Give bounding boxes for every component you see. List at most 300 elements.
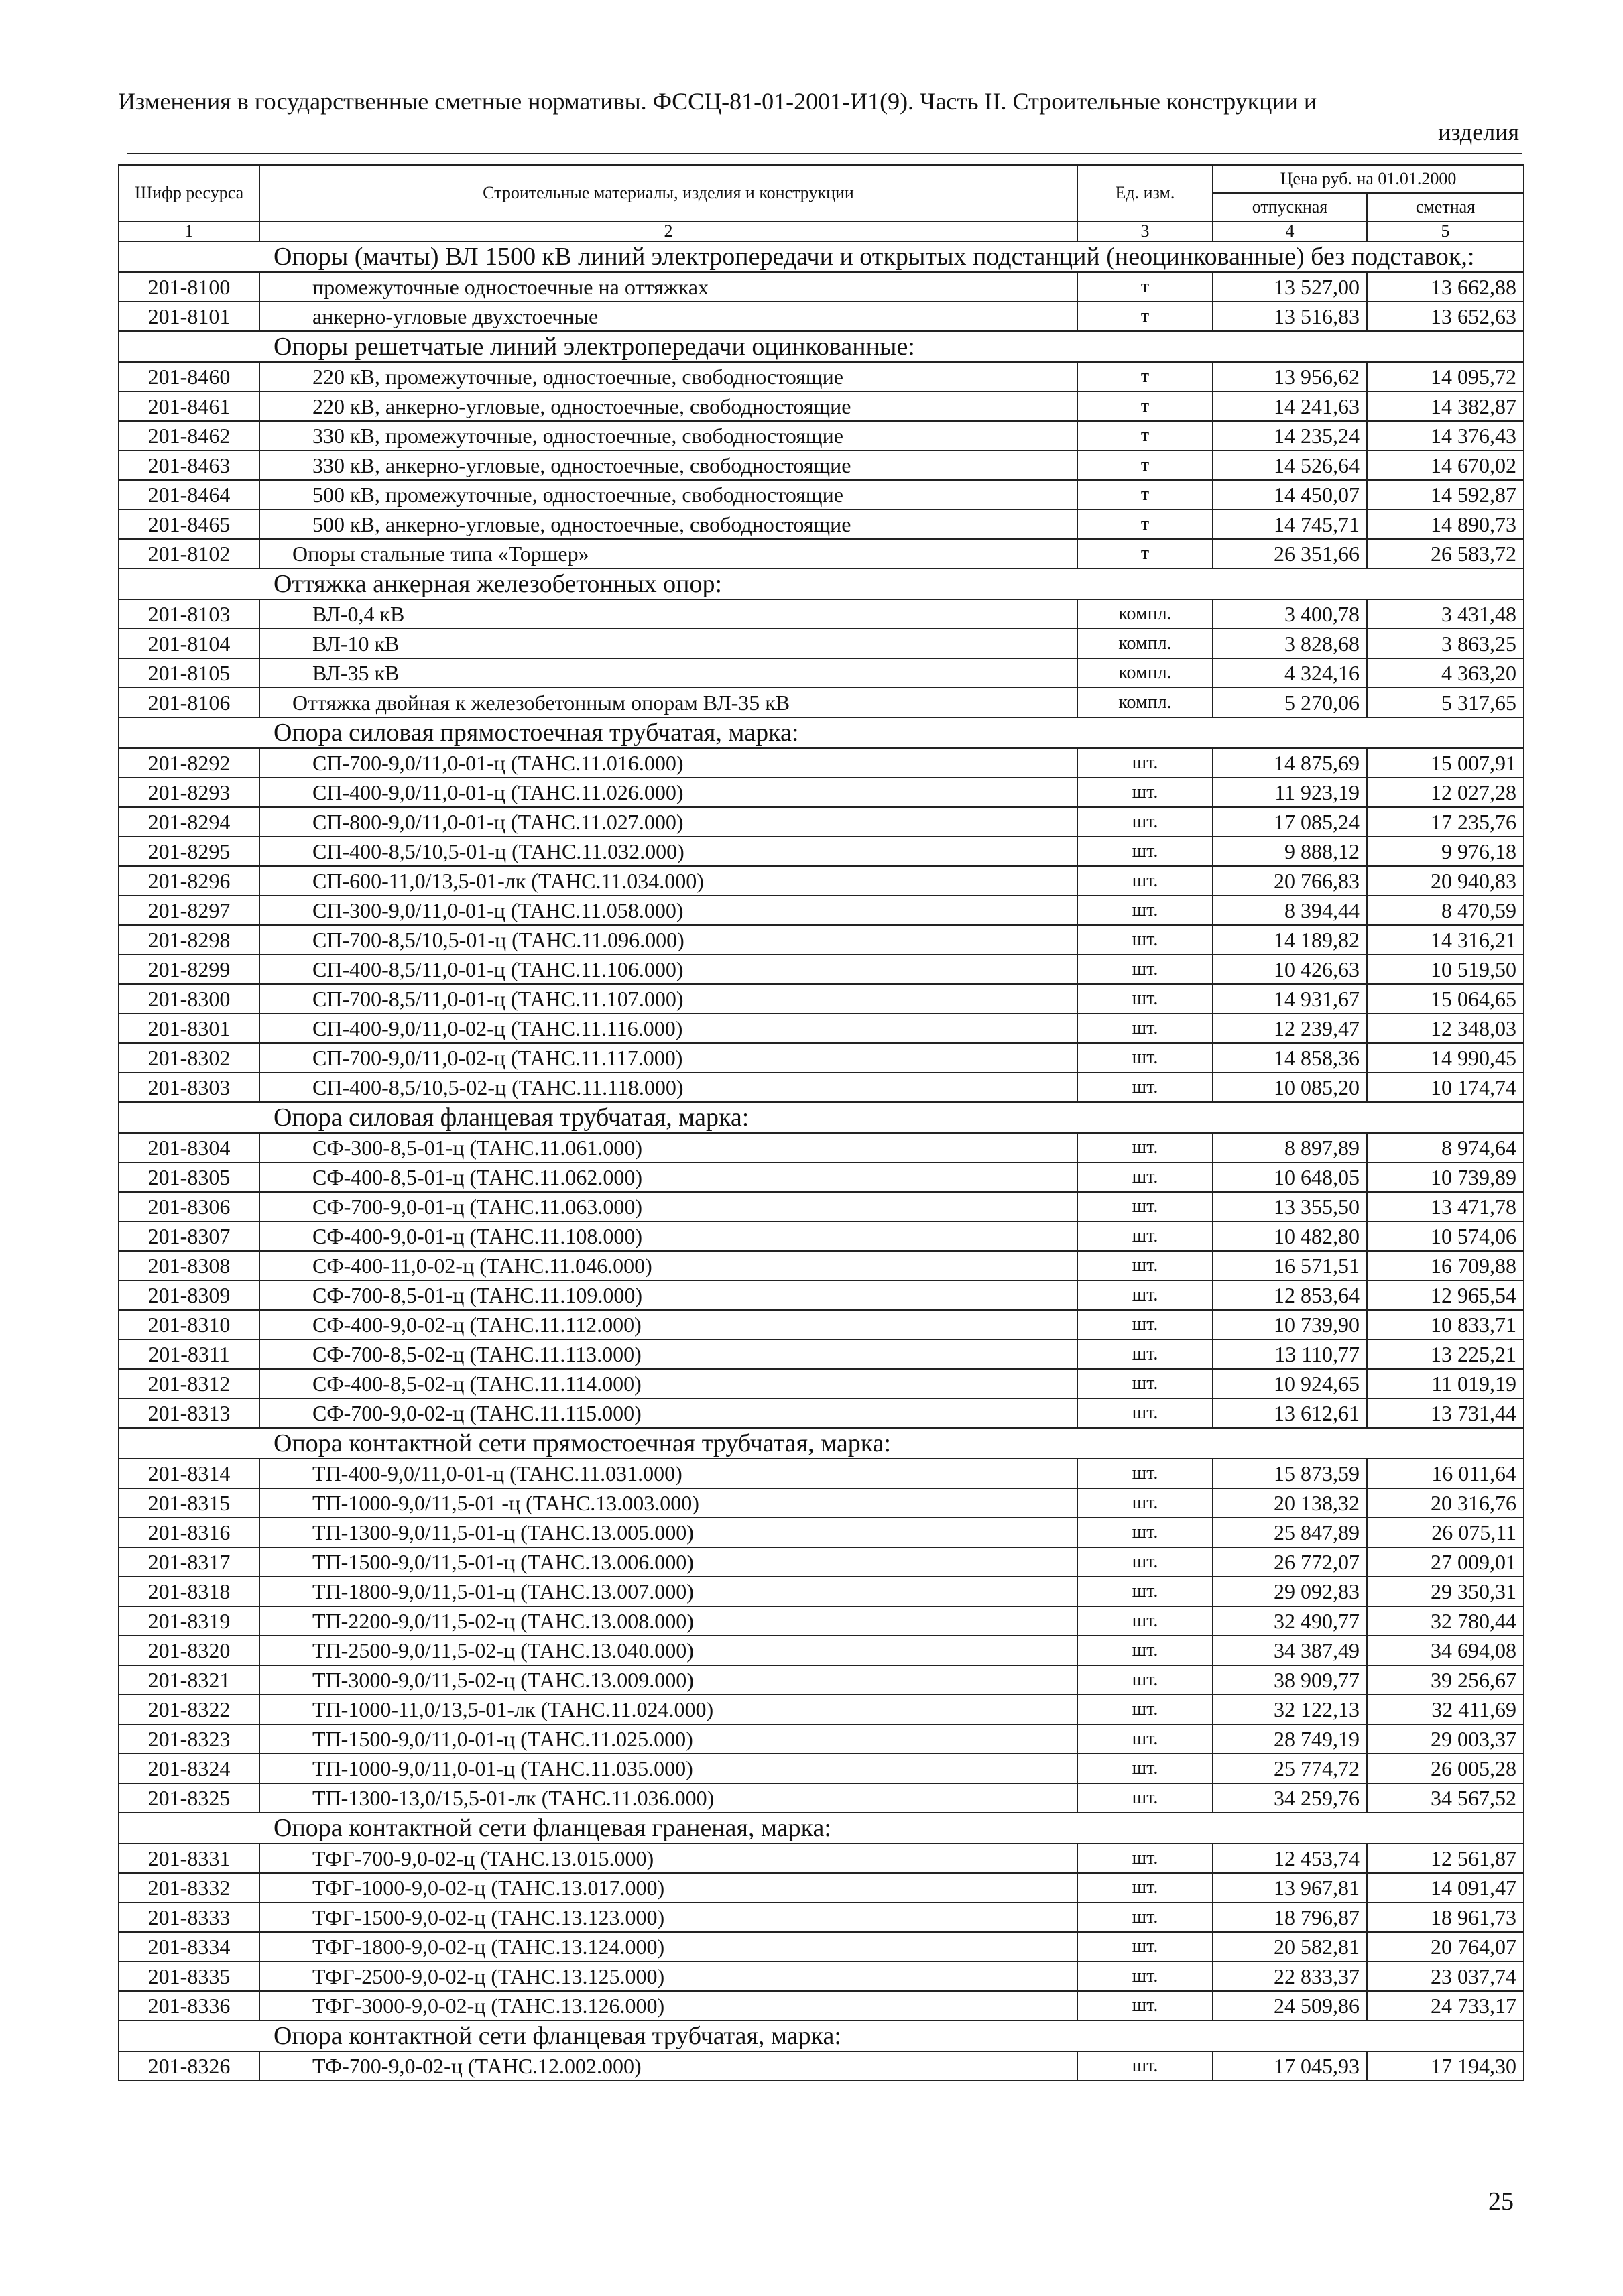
material-name: СФ-400-8,5-01-ц (ТАНС.11.062.000) (259, 1162, 1077, 1192)
resource-code: 201-8465 (119, 509, 259, 539)
table-row (119, 1873, 1524, 1902)
unit-of-measure: шт. (1077, 1606, 1213, 1636)
release-price: 34 259,76 (1213, 1783, 1367, 1813)
material-name: ВЛ-35 кВ (259, 658, 1077, 688)
resource-code: 201-8325 (119, 1783, 259, 1813)
resource-code: 201-8308 (119, 1251, 259, 1280)
resource-code: 201-8292 (119, 748, 259, 778)
resource-code: 201-8103 (119, 599, 259, 629)
resource-code: 201-8294 (119, 807, 259, 837)
release-price: 17 045,93 (1213, 2051, 1367, 2081)
table-header-row (119, 165, 1524, 193)
estimate-price: 10 833,71 (1367, 1310, 1524, 1339)
material-name: ТП-1000-9,0/11,5-01 -ц (ТАНС.13.003.000) (259, 1488, 1077, 1518)
resource-code: 201-8314 (119, 1459, 259, 1488)
material-name: 330 кВ, анкерно-угловые, одностоечные, свободностоящие (259, 450, 1077, 480)
estimate-price: 14 382,87 (1367, 391, 1524, 421)
unit-of-measure: шт. (1077, 837, 1213, 866)
release-price: 14 450,07 (1213, 480, 1367, 509)
table-row (119, 1221, 1524, 1251)
unit-of-measure: шт. (1077, 1459, 1213, 1488)
release-price: 5 270,06 (1213, 688, 1367, 717)
unit-of-measure: шт. (1077, 1695, 1213, 1724)
release-price: 13 516,83 (1213, 302, 1367, 331)
release-price: 14 189,82 (1213, 925, 1367, 955)
section-row (119, 331, 1524, 362)
section-row (119, 2020, 1524, 2051)
table-row (119, 1932, 1524, 1961)
resource-code: 201-8461 (119, 391, 259, 421)
release-price: 14 526,64 (1213, 450, 1367, 480)
table-row (119, 1043, 1524, 1073)
resource-code: 201-8298 (119, 925, 259, 955)
unit-of-measure: т (1077, 480, 1213, 509)
material-name: 500 кВ, промежуточные, одностоечные, свободностоящие (259, 480, 1077, 509)
material-name: ТФГ-1800-9,0-02-ц (ТАНС.13.124.000) (259, 1932, 1077, 1961)
release-price: 14 931,67 (1213, 984, 1367, 1014)
header-rule (127, 153, 1522, 154)
resource-code: 201-8312 (119, 1369, 259, 1398)
material-name: СП-700-9,0/11,0-01-ц (ТАНС.11.016.000) (259, 748, 1077, 778)
estimate-price: 8 974,64 (1367, 1133, 1524, 1162)
unit-of-measure: шт. (1077, 1251, 1213, 1280)
estimate-price: 14 095,72 (1367, 362, 1524, 391)
release-price: 13 612,61 (1213, 1398, 1367, 1428)
estimate-price: 16 011,64 (1367, 1459, 1524, 1488)
table-row (119, 480, 1524, 509)
estimate-price: 14 670,02 (1367, 450, 1524, 480)
table-row (119, 658, 1524, 688)
table-row (119, 539, 1524, 568)
section-title: Опора контактной сети прямостоечная трубчатая, марка: (119, 1428, 1524, 1459)
material-name: 500 кВ, анкерно-угловые, одностоечные, свободностоящие (259, 509, 1077, 539)
unit-of-measure: шт. (1077, 2051, 1213, 2081)
estimate-price: 5 317,65 (1367, 688, 1524, 717)
estimate-price: 17 194,30 (1367, 2051, 1524, 2081)
release-price: 10 426,63 (1213, 955, 1367, 984)
unit-of-measure: шт. (1077, 1844, 1213, 1873)
release-price: 14 858,36 (1213, 1043, 1367, 1073)
resource-code: 201-8105 (119, 658, 259, 688)
table-row (119, 1073, 1524, 1102)
table-row (119, 1783, 1524, 1813)
unit-of-measure: шт. (1077, 1398, 1213, 1428)
material-name: ТП-1300-13,0/15,5-01-лк (ТАНС.11.036.000) (259, 1783, 1077, 1813)
resource-code: 201-8295 (119, 837, 259, 866)
resource-code: 201-8323 (119, 1724, 259, 1754)
release-price: 3 400,78 (1213, 599, 1367, 629)
estimate-price: 26 075,11 (1367, 1518, 1524, 1547)
release-price: 14 241,63 (1213, 391, 1367, 421)
estimate-price: 12 348,03 (1367, 1014, 1524, 1043)
unit-of-measure: шт. (1077, 1902, 1213, 1932)
resource-code: 201-8460 (119, 362, 259, 391)
table-row (119, 1369, 1524, 1398)
estimate-price: 13 225,21 (1367, 1339, 1524, 1369)
release-price: 26 772,07 (1213, 1547, 1367, 1577)
resource-code: 201-8297 (119, 896, 259, 925)
section-row (119, 717, 1524, 748)
resource-code: 201-8305 (119, 1162, 259, 1192)
estimate-price: 10 174,74 (1367, 1073, 1524, 1102)
estimate-price: 11 019,19 (1367, 1369, 1524, 1398)
unit-of-measure: шт. (1077, 1991, 1213, 2020)
unit-of-measure: компл. (1077, 688, 1213, 717)
material-name: ТП-1000-9,0/11,0-01-ц (ТАНС.11.035.000) (259, 1754, 1077, 1783)
estimate-price: 34 567,52 (1367, 1783, 1524, 1813)
release-price: 32 122,13 (1213, 1695, 1367, 1724)
material-name: ТП-400-9,0/11,0-01-ц (ТАНС.11.031.000) (259, 1459, 1077, 1488)
table-row (119, 925, 1524, 955)
table-row (119, 302, 1524, 331)
table-row (119, 1606, 1524, 1636)
column-header-code: Шифр ресурса (119, 165, 259, 221)
release-price: 13 956,62 (1213, 362, 1367, 391)
material-name: 220 кВ, анкерно-угловые, одностоечные, свободностоящие (259, 391, 1077, 421)
price-table (118, 164, 1524, 2081)
resource-code: 201-8311 (119, 1339, 259, 1369)
material-name: ТП-3000-9,0/11,5-02-ц (ТАНС.13.009.000) (259, 1665, 1077, 1695)
material-name: СФ-700-8,5-01-ц (ТАНС.11.109.000) (259, 1280, 1077, 1310)
unit-of-measure: т (1077, 362, 1213, 391)
table-row (119, 509, 1524, 539)
unit-of-measure: шт. (1077, 807, 1213, 837)
release-price: 20 766,83 (1213, 866, 1367, 896)
release-price: 11 923,19 (1213, 778, 1367, 807)
resource-code: 201-8335 (119, 1961, 259, 1991)
unit-of-measure: шт. (1077, 1547, 1213, 1577)
column-header-name: Строительные материалы, изделия и конструкции (259, 165, 1077, 221)
unit-of-measure: шт. (1077, 1280, 1213, 1310)
resource-code: 201-8331 (119, 1844, 259, 1873)
release-price: 10 924,65 (1213, 1369, 1367, 1398)
table-row (119, 1902, 1524, 1932)
document-header (118, 86, 1519, 147)
material-name: ТП-2500-9,0/11,5-02-ц (ТАНС.13.040.000) (259, 1636, 1077, 1665)
unit-of-measure: шт. (1077, 1073, 1213, 1102)
release-price: 10 085,20 (1213, 1073, 1367, 1102)
material-name: СП-800-9,0/11,0-01-ц (ТАНС.11.027.000) (259, 807, 1077, 837)
release-price: 4 324,16 (1213, 658, 1367, 688)
release-price: 17 085,24 (1213, 807, 1367, 837)
table-row (119, 1754, 1524, 1783)
estimate-price: 20 940,83 (1367, 866, 1524, 896)
unit-of-measure: шт. (1077, 896, 1213, 925)
estimate-price: 8 470,59 (1367, 896, 1524, 925)
table-row (119, 1133, 1524, 1162)
estimate-price: 14 091,47 (1367, 1873, 1524, 1902)
section-row (119, 241, 1524, 272)
resource-code: 201-8301 (119, 1014, 259, 1043)
table-row (119, 599, 1524, 629)
material-name: СП-400-9,0/11,0-02-ц (ТАНС.11.116.000) (259, 1014, 1077, 1043)
release-price: 9 888,12 (1213, 837, 1367, 866)
page-number: 25 (1488, 2187, 1514, 2216)
estimate-price: 32 411,69 (1367, 1695, 1524, 1724)
table-row (119, 1251, 1524, 1280)
table-row (119, 984, 1524, 1014)
resource-code: 201-8318 (119, 1577, 259, 1606)
resource-code: 201-8336 (119, 1991, 259, 2020)
table-row (119, 778, 1524, 807)
release-price: 29 092,83 (1213, 1577, 1367, 1606)
estimate-price: 15 064,65 (1367, 984, 1524, 1014)
table-row (119, 1636, 1524, 1665)
release-price: 14 235,24 (1213, 421, 1367, 450)
unit-of-measure: шт. (1077, 1488, 1213, 1518)
material-name: СП-700-8,5/10,5-01-ц (ТАНС.11.096.000) (259, 925, 1077, 955)
section-title: Опоры решетчатые линий электропередачи оцинкованные: (119, 331, 1524, 362)
material-name: СП-700-8,5/11,0-01-ц (ТАНС.11.107.000) (259, 984, 1077, 1014)
resource-code: 201-8310 (119, 1310, 259, 1339)
estimate-price: 29 003,37 (1367, 1724, 1524, 1754)
release-price: 26 351,66 (1213, 539, 1367, 568)
material-name: ТФГ-3000-9,0-02-ц (ТАНС.13.126.000) (259, 1991, 1077, 2020)
material-name: Опоры стальные типа «Торшер» (259, 539, 1077, 568)
unit-of-measure: шт. (1077, 1310, 1213, 1339)
unit-of-measure: шт. (1077, 1961, 1213, 1991)
material-name: Оттяжка двойная к железобетонным опорам ВЛ-35 кВ (259, 688, 1077, 717)
section-title: Опоры (мачты) ВЛ 1500 кВ линий электропередачи и открытых подстанций (неоцинкованные) без подставок,: (119, 241, 1524, 272)
section-title: Опора контактной сети фланцевая трубчатая, марка: (119, 2020, 1524, 2051)
resource-code: 201-8100 (119, 272, 259, 302)
unit-of-measure: шт. (1077, 866, 1213, 896)
resource-code: 201-8316 (119, 1518, 259, 1547)
unit-of-measure: компл. (1077, 599, 1213, 629)
unit-of-measure: т (1077, 302, 1213, 331)
estimate-price: 16 709,88 (1367, 1251, 1524, 1280)
estimate-price: 26 005,28 (1367, 1754, 1524, 1783)
resource-code: 201-8313 (119, 1398, 259, 1428)
unit-of-measure: шт. (1077, 1014, 1213, 1043)
material-name: СП-400-8,5/11,0-01-ц (ТАНС.11.106.000) (259, 955, 1077, 984)
material-name: СП-300-9,0/11,0-01-ц (ТАНС.11.058.000) (259, 896, 1077, 925)
release-price: 12 453,74 (1213, 1844, 1367, 1873)
unit-of-measure: компл. (1077, 658, 1213, 688)
table-row (119, 1991, 1524, 2020)
release-price: 13 967,81 (1213, 1873, 1367, 1902)
release-price: 25 847,89 (1213, 1518, 1367, 1547)
table-row (119, 1310, 1524, 1339)
resource-code: 201-8321 (119, 1665, 259, 1695)
table-row (119, 1844, 1524, 1873)
unit-of-measure: шт. (1077, 1665, 1213, 1695)
resource-code: 201-8304 (119, 1133, 259, 1162)
release-price: 10 482,80 (1213, 1221, 1367, 1251)
estimate-price: 12 027,28 (1367, 778, 1524, 807)
resource-code: 201-8315 (119, 1488, 259, 1518)
material-name: 330 кВ, промежуточные, одностоечные, свободностоящие (259, 421, 1077, 450)
resource-code: 201-8102 (119, 539, 259, 568)
unit-of-measure: шт. (1077, 955, 1213, 984)
unit-of-measure: шт. (1077, 925, 1213, 955)
table-row (119, 1014, 1524, 1043)
column-number-row (119, 221, 1524, 241)
estimate-price: 17 235,76 (1367, 807, 1524, 837)
material-name: СФ-400-9,0-02-ц (ТАНС.11.112.000) (259, 1310, 1077, 1339)
resource-code: 201-8333 (119, 1902, 259, 1932)
unit-of-measure: т (1077, 272, 1213, 302)
table-row (119, 1162, 1524, 1192)
material-name: СП-400-8,5/10,5-02-ц (ТАНС.11.118.000) (259, 1073, 1077, 1102)
unit-of-measure: шт. (1077, 1518, 1213, 1547)
resource-code: 201-8104 (119, 629, 259, 658)
release-price: 12 239,47 (1213, 1014, 1367, 1043)
table-row (119, 1280, 1524, 1310)
release-price: 13 527,00 (1213, 272, 1367, 302)
table-row (119, 837, 1524, 866)
estimate-price: 27 009,01 (1367, 1547, 1524, 1577)
release-price: 38 909,77 (1213, 1665, 1367, 1695)
resource-code: 201-8334 (119, 1932, 259, 1961)
unit-of-measure: шт. (1077, 1724, 1213, 1754)
estimate-price: 14 376,43 (1367, 421, 1524, 450)
unit-of-measure: шт. (1077, 1873, 1213, 1902)
release-price: 32 490,77 (1213, 1606, 1367, 1636)
material-name: СФ-400-9,0-01-ц (ТАНС.11.108.000) (259, 1221, 1077, 1251)
table-row (119, 1665, 1524, 1695)
unit-of-measure: шт. (1077, 1932, 1213, 1961)
resource-code: 201-8101 (119, 302, 259, 331)
resource-code: 201-8306 (119, 1192, 259, 1221)
release-price: 14 875,69 (1213, 748, 1367, 778)
estimate-price: 34 694,08 (1367, 1636, 1524, 1665)
estimate-price: 20 764,07 (1367, 1932, 1524, 1961)
resource-code: 201-8324 (119, 1754, 259, 1783)
column-header-estimate: сметная (1367, 193, 1524, 221)
unit-of-measure: шт. (1077, 1783, 1213, 1813)
unit-of-measure: шт. (1077, 984, 1213, 1014)
estimate-price: 14 316,21 (1367, 925, 1524, 955)
unit-of-measure: шт. (1077, 1636, 1213, 1665)
material-name: ТП-2200-9,0/11,5-02-ц (ТАНС.13.008.000) (259, 1606, 1077, 1636)
material-name: СФ-700-8,5-02-ц (ТАНС.11.113.000) (259, 1339, 1077, 1369)
estimate-price: 3 863,25 (1367, 629, 1524, 658)
estimate-price: 12 561,87 (1367, 1844, 1524, 1873)
estimate-price: 18 961,73 (1367, 1902, 1524, 1932)
release-price: 24 509,86 (1213, 1991, 1367, 2020)
resource-code: 201-8322 (119, 1695, 259, 1724)
unit-of-measure: шт. (1077, 1043, 1213, 1073)
unit-of-measure: компл. (1077, 629, 1213, 658)
unit-of-measure: шт. (1077, 1754, 1213, 1783)
estimate-price: 3 431,48 (1367, 599, 1524, 629)
column-number: 5 (1367, 221, 1524, 241)
release-price: 8 394,44 (1213, 896, 1367, 925)
material-name: ТП-1000-11,0/13,5-01-лк (ТАНС.11.024.000) (259, 1695, 1077, 1724)
release-price: 34 387,49 (1213, 1636, 1367, 1665)
resource-code: 201-8303 (119, 1073, 259, 1102)
table-row (119, 1724, 1524, 1754)
resource-code: 201-8464 (119, 480, 259, 509)
column-number: 3 (1077, 221, 1213, 241)
resource-code: 201-8319 (119, 1606, 259, 1636)
unit-of-measure: шт. (1077, 1133, 1213, 1162)
release-price: 16 571,51 (1213, 1251, 1367, 1280)
column-header-unit: Ед. изм. (1077, 165, 1213, 221)
material-name: ТП-1500-9,0/11,5-01-ц (ТАНС.13.006.000) (259, 1547, 1077, 1577)
section-title: Опора силовая прямостоечная трубчатая, марка: (119, 717, 1524, 748)
release-price: 28 749,19 (1213, 1724, 1367, 1754)
unit-of-measure: шт. (1077, 1339, 1213, 1369)
estimate-price: 26 583,72 (1367, 539, 1524, 568)
section-row (119, 1428, 1524, 1459)
resource-code: 201-8106 (119, 688, 259, 717)
estimate-price: 29 350,31 (1367, 1577, 1524, 1606)
section-row (119, 1102, 1524, 1133)
unit-of-measure: шт. (1077, 748, 1213, 778)
table-row (119, 450, 1524, 480)
estimate-price: 12 965,54 (1367, 1280, 1524, 1310)
estimate-price: 9 976,18 (1367, 837, 1524, 866)
estimate-price: 13 652,63 (1367, 302, 1524, 331)
release-price: 13 355,50 (1213, 1192, 1367, 1221)
table-row (119, 2051, 1524, 2081)
table-row (119, 1192, 1524, 1221)
material-name: ТП-1300-9,0/11,5-01-ц (ТАНС.13.005.000) (259, 1518, 1077, 1547)
table-row (119, 955, 1524, 984)
estimate-price: 14 890,73 (1367, 509, 1524, 539)
table-row (119, 866, 1524, 896)
material-name: СФ-300-8,5-01-ц (ТАНС.11.061.000) (259, 1133, 1077, 1162)
header-line-1: Изменения в государственные сметные нормативы. ФССЦ-81-01-2001-И1(9). Часть II. Строительные конструкции и (118, 88, 1317, 115)
material-name: ТП-1800-9,0/11,5-01-ц (ТАНС.13.007.000) (259, 1577, 1077, 1606)
unit-of-measure: т (1077, 391, 1213, 421)
material-name: СП-400-8,5/10,5-01-ц (ТАНС.11.032.000) (259, 837, 1077, 866)
release-price: 15 873,59 (1213, 1459, 1367, 1488)
release-price: 14 745,71 (1213, 509, 1367, 539)
material-name: СП-700-9,0/11,0-02-ц (ТАНС.11.117.000) (259, 1043, 1077, 1073)
resource-code: 201-8463 (119, 450, 259, 480)
material-name: 220 кВ, промежуточные, одностоечные, свободностоящие (259, 362, 1077, 391)
release-price: 22 833,37 (1213, 1961, 1367, 1991)
material-name: СП-400-9,0/11,0-01-ц (ТАНС.11.026.000) (259, 778, 1077, 807)
material-name: ВЛ-0,4 кВ (259, 599, 1077, 629)
table-row (119, 272, 1524, 302)
resource-code: 201-8309 (119, 1280, 259, 1310)
column-header-release: отпускная (1213, 193, 1367, 221)
unit-of-measure: т (1077, 450, 1213, 480)
unit-of-measure: шт. (1077, 1369, 1213, 1398)
material-name: СФ-700-9,0-01-ц (ТАНС.11.063.000) (259, 1192, 1077, 1221)
material-name: ТП-1500-9,0/11,0-01-ц (ТАНС.11.025.000) (259, 1724, 1077, 1754)
table-row (119, 1518, 1524, 1547)
material-name: ТФ-700-9,0-02-ц (ТАНС.12.002.000) (259, 2051, 1077, 2081)
resource-code: 201-8320 (119, 1636, 259, 1665)
release-price: 25 774,72 (1213, 1754, 1367, 1783)
resource-code: 201-8332 (119, 1873, 259, 1902)
table-row (119, 391, 1524, 421)
resource-code: 201-8293 (119, 778, 259, 807)
material-name: СФ-400-8,5-02-ц (ТАНС.11.114.000) (259, 1369, 1077, 1398)
unit-of-measure: шт. (1077, 1162, 1213, 1192)
release-price: 8 897,89 (1213, 1133, 1367, 1162)
section-row (119, 568, 1524, 599)
unit-of-measure: т (1077, 421, 1213, 450)
material-name: СФ-700-9,0-02-ц (ТАНС.11.115.000) (259, 1398, 1077, 1428)
table-row (119, 1547, 1524, 1577)
material-name: ТФГ-1000-9,0-02-ц (ТАНС.13.017.000) (259, 1873, 1077, 1902)
estimate-price: 4 363,20 (1367, 658, 1524, 688)
release-price: 18 796,87 (1213, 1902, 1367, 1932)
resource-code: 201-8462 (119, 421, 259, 450)
table-row (119, 629, 1524, 658)
material-name: анкерно-угловые двухстоечные (259, 302, 1077, 331)
release-price: 12 853,64 (1213, 1280, 1367, 1310)
header-line-2: изделия (1438, 119, 1519, 145)
estimate-price: 13 731,44 (1367, 1398, 1524, 1428)
unit-of-measure: шт. (1077, 1192, 1213, 1221)
